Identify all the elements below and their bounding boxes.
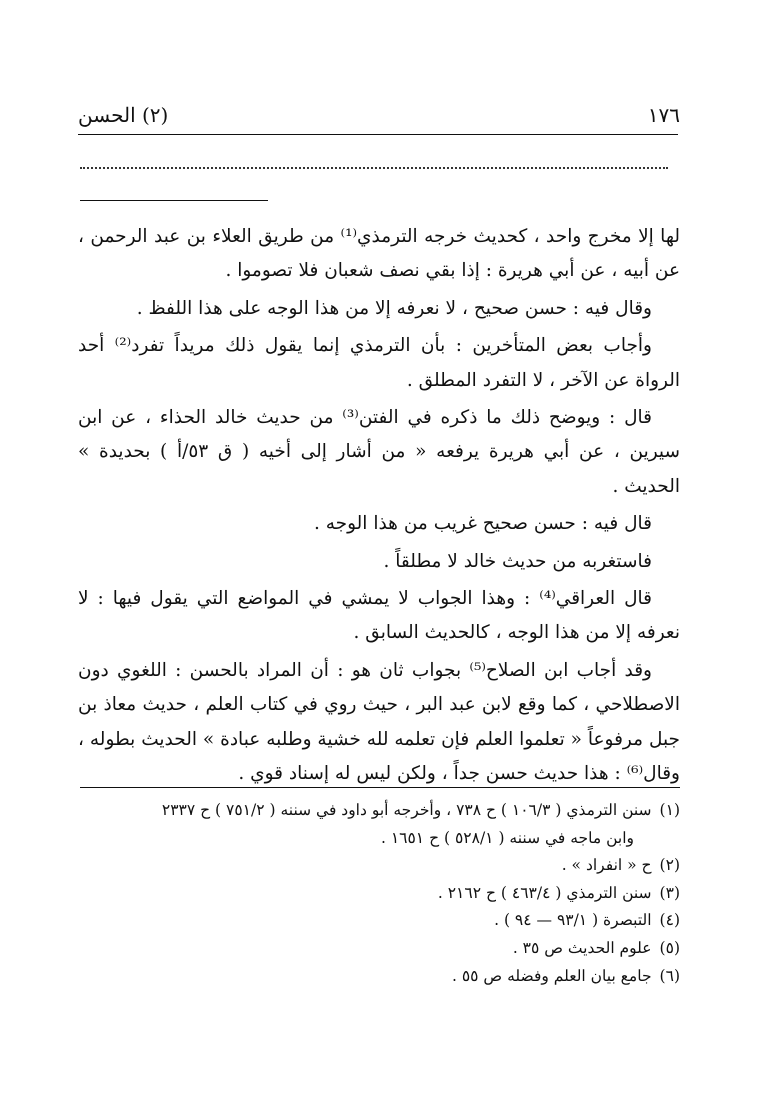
page-number: ١٧٦ xyxy=(647,103,680,127)
footnote-number: (١) xyxy=(659,801,680,819)
footnote-text: التبصرة ( ٩٣/١ — ٩٤ ) . xyxy=(494,911,652,930)
paragraph-8: وقد أجاب ابن الصلاح⁽⁵⁾ بجواب ثان هو : أن المراد بالحسن : اللغوي دون الاصطلاحي ، كما وقع لابن عبد البر ، حيث روي في كتاب العلم ، حديث معاذ بن جبل مرفوعاً « تعلموا العلم فإن تعلمه لله خشية وطلبه عبادة » الحديث بطوله ، وقال⁽⁶⁾ : هذا حديث حسن جداً ، ولكن ليس له إسناد قوي . xyxy=(78,659,680,785)
paragraph-6: فاستغربه من حديث خالد لا مطلقاً . xyxy=(383,550,652,572)
footnote-text: علوم الحديث ص ٣٥ . xyxy=(512,938,652,957)
footnote-3 xyxy=(78,880,680,908)
paragraph-2: وقال فيه : حسن صحيح ، لا نعرفه إلا من هذا الوجه على هذا اللفظ . xyxy=(136,297,652,319)
paragraph-4: قال : ويوضح ذلك ما ذكره في الفتن⁽³⁾ من حديث خالد الحذاء ، عن ابن سيرين ، عن أبي هريرة يرفعه « من أشار إلى أخيه ( ق ٥٣/أ ) بحديدة » الحديث . xyxy=(78,407,681,497)
footnote-text: سنن الترمذي ( ٤٦٣/٤ ) ح ٢١٦٢ . xyxy=(437,883,652,902)
footnote-number: (٦) xyxy=(659,966,680,985)
running-header xyxy=(78,98,680,132)
footnote-6 xyxy=(78,963,680,991)
footnote-number: (٣) xyxy=(659,883,680,902)
footnotes xyxy=(78,797,680,990)
footnote-number: (٥) xyxy=(659,938,680,957)
main-text xyxy=(78,220,680,795)
paragraph-3: وأجاب بعض المتأخرين : بأن الترمذي إنما يقول ذلك مريداً تفرد⁽²⁾ أحد الرواة عن الآخر ، لا التفرد المطلق . xyxy=(78,335,680,391)
paragraph-1: لها إلا مخرج واحد ، كحديث خرجه الترمذي⁽¹⁾ من طريق العلاء بن عبد الرحمن ، عن أبيه ، عن أبي هريرة : إذا بقي نصف شعبان فلا تصوموا . xyxy=(78,226,680,282)
footnote-number: (٤) xyxy=(659,911,680,930)
footnote-5 xyxy=(78,935,680,963)
paragraph-5: قال فيه : حسن صحيح غريب من هذا الوجه . xyxy=(314,513,652,535)
footnote-text: سنن الترمذي ( ١٠٦/٣ ) ح ٧٣٨ ، وأخرجه أبو داود في سننه ( ٧٥١/٢ ) ح ٢٣٣٧ xyxy=(161,801,652,819)
footnote-2 xyxy=(78,852,680,880)
footnote-1 xyxy=(78,797,680,825)
footnote-1-continuation: وابن ماجه في سننه ( ٥٢٨/١ ) ح ١٦٥١ . xyxy=(380,828,634,847)
paragraph-7: قال العراقي⁽⁴⁾ : وهذا الجواب لا يمشي في المواضع التي يقول فيها : لا نعرفه إلا من هذا الوجه ، كالحديث السابق . xyxy=(78,588,680,644)
footnote-text: ح « انفراد » . xyxy=(561,856,652,875)
dotted-separator xyxy=(80,167,668,169)
footnote-number: (٢) xyxy=(659,856,680,875)
header-rule xyxy=(78,134,678,135)
section-title: (٢) الحسن xyxy=(78,103,169,127)
footnote-4 xyxy=(78,907,680,935)
footnote-rule xyxy=(80,787,680,788)
short-rule xyxy=(80,200,268,201)
footnote-text: جامع بيان العلم وفضله ص ٥٥ . xyxy=(451,966,652,985)
